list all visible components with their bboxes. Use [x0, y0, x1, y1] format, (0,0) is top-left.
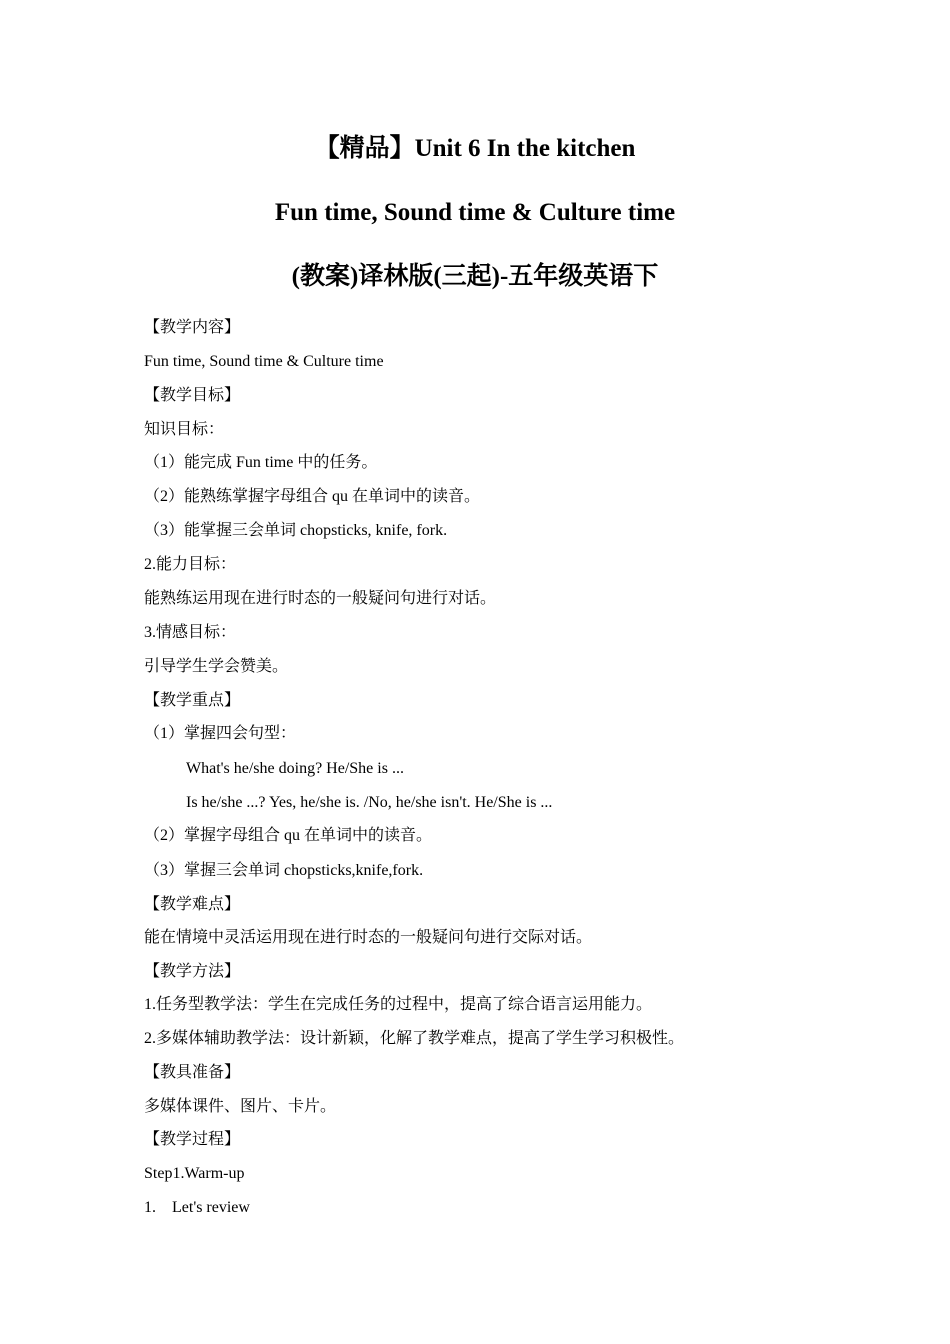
key-point-2: （2）掌握字母组合 qu 在单词中的读音。 [144, 827, 433, 844]
method-item-1: 1.任务型教学法：学生在完成任务的过程中，提高了综合语言运用能力。 [144, 996, 653, 1013]
objective-emotion-text: 引导学生学会赞美。 [144, 658, 289, 675]
content-text: Fun time, Sound time & Culture time [144, 353, 384, 370]
key-sentence-2: Is he/she ...? Yes, he/she is. /No, he/she isn't. He/She is ... [186, 794, 553, 811]
objective-item-3: （3）能掌握三会单词 chopsticks, knife, fork. [144, 522, 448, 539]
objective-item-2: （2）能熟练掌握字母组合 qu 在单词中的读音。 [144, 488, 481, 505]
section-heading-objectives: 【教学目标】 [144, 387, 241, 404]
objective-knowledge-label: 知识目标： [144, 421, 225, 438]
objective-emotion-label: 3.情感目标： [144, 624, 237, 641]
step-item-1: 1. Let's review [144, 1199, 250, 1216]
key-point-1: （1）掌握四会句型： [144, 725, 297, 742]
key-point-3: （3）掌握三会单词 chopsticks,knife,fork. [144, 862, 424, 879]
section-heading-content: 【教学内容】 [144, 319, 241, 336]
section-heading-process: 【教学过程】 [144, 1131, 241, 1148]
difficulty-text: 能在情境中灵活运用现在进行时态的一般疑问句进行交际对话。 [144, 929, 593, 946]
section-heading-materials: 【教具准备】 [144, 1064, 241, 1081]
document-title: 【精品】Unit 6 In the kitchen [314, 135, 636, 162]
section-heading-methods: 【教学方法】 [144, 963, 241, 980]
document-subtitle: Fun time, Sound time & Culture time [274, 199, 676, 226]
method-item-2: 2.多媒体辅助教学法：设计新颖，化解了教学难点，提高了学生学习积极性。 [144, 1030, 685, 1047]
key-sentence-1: What's he/she doing? He/She is ... [186, 760, 404, 777]
step-heading: Step1.Warm-up [144, 1165, 245, 1182]
objective-item-1: （1）能完成 Fun time 中的任务。 [144, 454, 378, 471]
section-heading-difficulties: 【教学难点】 [144, 896, 241, 913]
objective-ability-text: 能熟练运用现在进行时态的一般疑问句进行对话。 [144, 590, 497, 607]
document-edition: (教案)译林版(三起)-五年级英语下 [291, 263, 659, 290]
section-heading-key-points: 【教学重点】 [144, 692, 241, 709]
objective-ability-label: 2.能力目标： [144, 556, 237, 573]
materials-text: 多媒体课件、图片、卡片。 [144, 1098, 337, 1115]
